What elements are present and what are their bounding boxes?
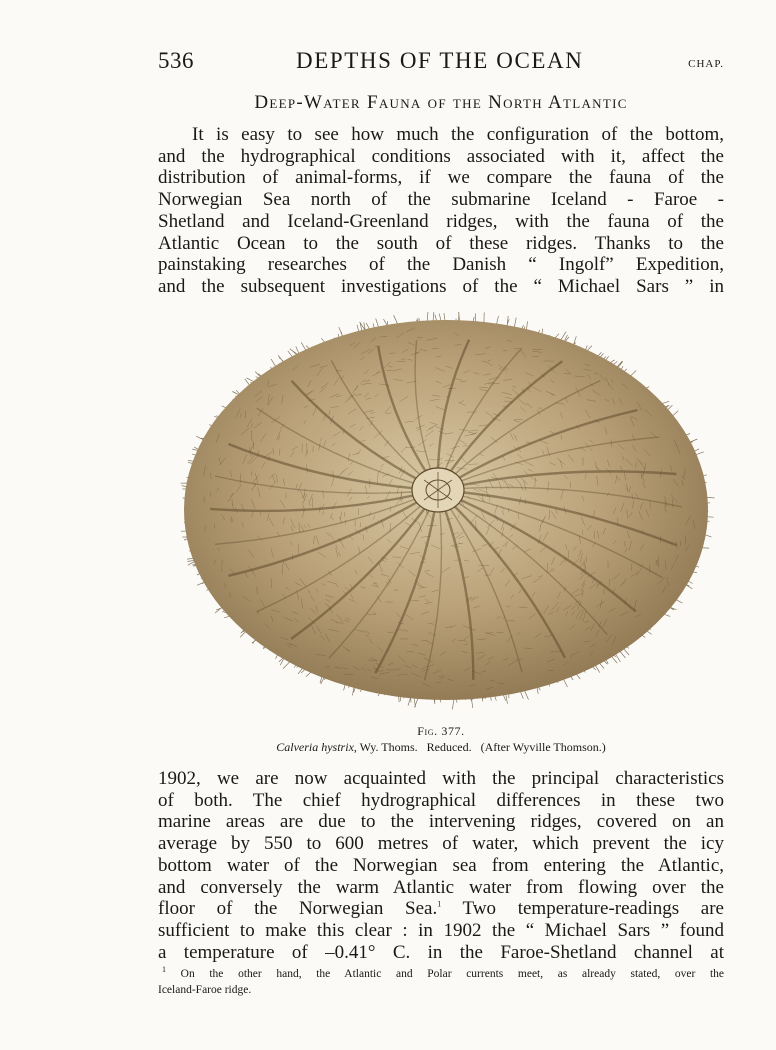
text-line: 1902, we are now acquainted with the principal characteristics (158, 768, 724, 789)
section-title: Deep-Water Fauna of the North Atlantic (254, 92, 628, 113)
text-line: a temperature of –0.41° C. in the Faroe-Shetland channel at (158, 941, 724, 963)
text-line: of both. The chief hydrographical differences in these two (158, 789, 724, 811)
text-fragment: Two temperature-readings are (441, 898, 724, 920)
text-line: marine areas are due to the intervening ridges, covered on an (158, 811, 724, 833)
calveria-hystrix-drawing (176, 312, 736, 712)
text-line: distribution of animal-forms, if we compare the fauna of the (158, 167, 724, 189)
text-line: painstaking researches of the Danish “ Ingolf” Expedition, (158, 254, 724, 276)
figure-credit: (After Wyville Thomson.) (480, 740, 606, 754)
sea-urchin-illustration (176, 312, 736, 712)
species-authority: , Wy. Thoms. (353, 740, 418, 754)
text-line: and conversely the warm Atlantic water from flowing over the (158, 876, 724, 898)
figure-caption (158, 740, 724, 755)
text-line: sufficient to make this clear : in 1902 the “ Michael Sars ” found (158, 919, 724, 941)
text-line: It is easy to see how much the configuration of the bottom, (192, 124, 724, 145)
species-name: Calveria hystrix (276, 740, 354, 754)
footnote (158, 966, 724, 998)
paragraph-1 (158, 124, 724, 298)
footnote-line (158, 966, 724, 982)
text-line: Norwegian Sea north of the submarine Iceland - Faroe - (158, 189, 724, 211)
page-header (158, 48, 724, 78)
apical-disc (412, 468, 464, 512)
page-number: 536 (158, 48, 194, 73)
text-line: and the subsequent investigations of the “ Michael Sars ” in (158, 275, 724, 297)
figure-note: Reduced. (426, 740, 472, 754)
text-line: bottom water of the Norwegian sea from entering the Atlantic, (158, 854, 724, 876)
running-title: DEPTHS OF THE OCEAN (296, 48, 584, 73)
text-line: Atlantic Ocean to the south of these ridges. Thanks to the (158, 232, 724, 254)
footnote-reference: 1 (437, 899, 442, 909)
footnote-marker: 1 (162, 965, 166, 975)
footnote-line: Iceland-Faroe ridge. (158, 984, 252, 996)
chapter-label: CHAP. (688, 58, 724, 70)
footnote-text: On the other hand, the Atlantic and Polar currents meet, as already stated, over the (180, 968, 724, 980)
text-line (158, 898, 724, 920)
text-line: and the hydrographical conditions associated with it, affect the (158, 145, 724, 167)
text-line: average by 550 to 600 metres of water, which prevent the icy (158, 833, 724, 855)
paragraph-2 (158, 768, 724, 963)
figure-label: Fig. 377. (417, 724, 465, 738)
text-line: Shetland and Iceland-Greenland ridges, with the fauna of the (158, 210, 724, 232)
text-fragment: floor of the Norwegian Sea. (158, 898, 438, 920)
